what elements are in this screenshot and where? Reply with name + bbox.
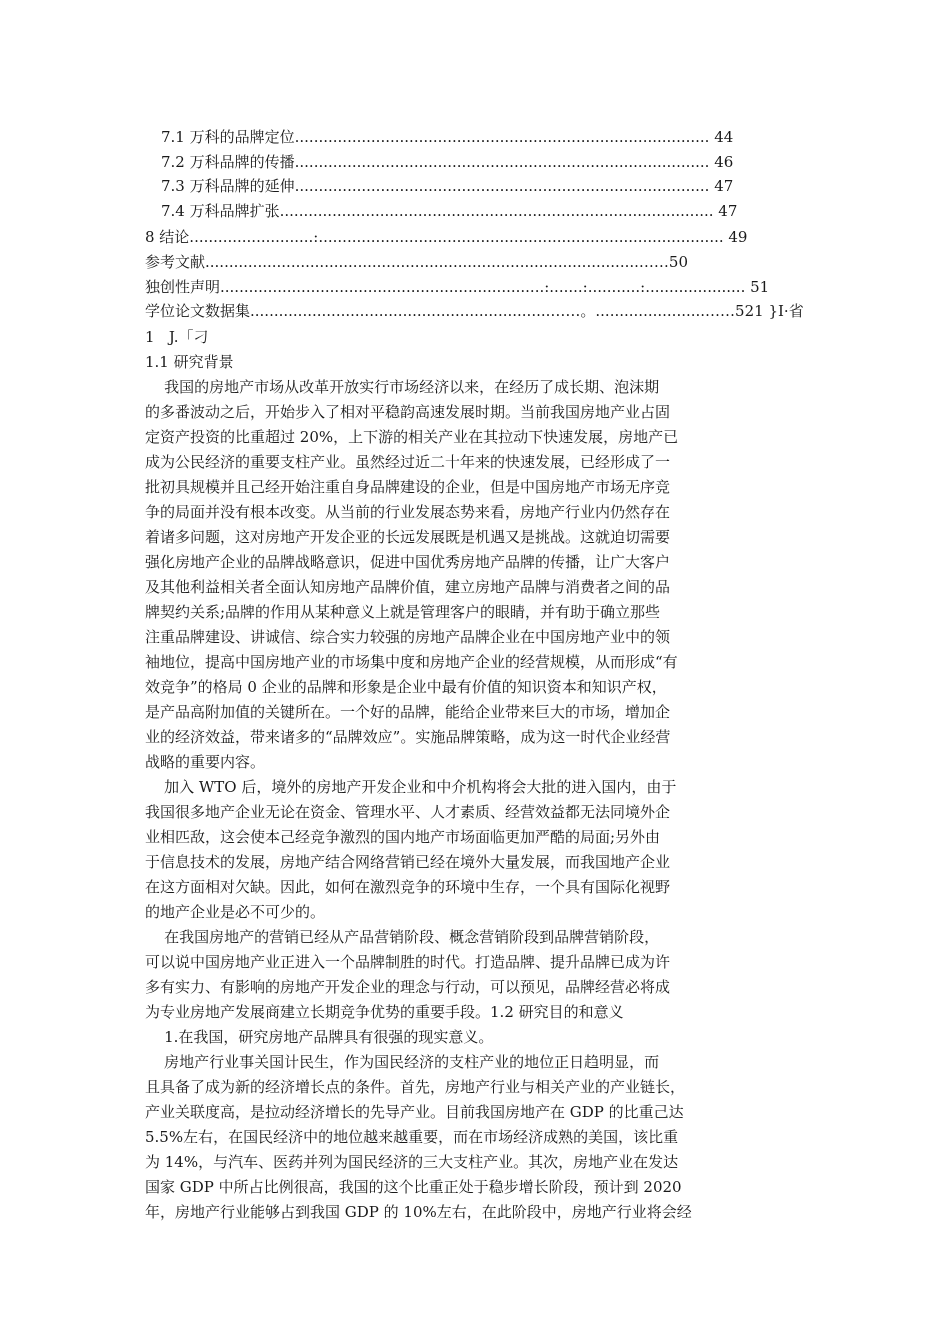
paragraph-line: 业的经济效益，带来诸多的“品牌效应”。实施品牌策略，成为这一时代企业经营 [145, 728, 671, 746]
paragraph-line: 且具备了成为新的经济增长点的条件。首先，房地产行业与相关产业的产业链长， [145, 1078, 686, 1096]
paragraph-line: 为 14%，与汽车、医药并列为国民经济的三大支柱产业。其次，房地产业在发达 [145, 1153, 679, 1171]
paragraph-line: 定资产投资的比重超过 20%，上下游的相关产业在其拉动下快速发展，房地产已 [145, 428, 679, 446]
paragraph-line: 的多番波动之后，开始步入了相对平稳韵高速发展时期。当前我国房地产业占固 [145, 403, 671, 421]
toc-item: 7.4 万科品牌扩张........................................................................................... 47 [161, 202, 738, 220]
paragraph-line: 袖地位，提高中国房地产业的市场集中度和房地产企业的经营规模，从而形成“有 [145, 653, 678, 671]
toc-item: 独创性声明....................................................................:.......:...........:..................... 51 [145, 278, 770, 296]
paragraph-line: 注重品牌建设、讲诚信、综合实力较强的房地产品牌企业在中国房地产业中的领 [145, 628, 671, 646]
paragraph-line: 在这方面相对欠缺。因此，如何在激烈竞争的环境中生存，一个具有国际化视野 [145, 878, 671, 896]
paragraph-line: 争的局面并没有根本改变。从当前的行业发展态势来看，房地产行业内仍然存在 [145, 503, 671, 521]
paragraph-line: 5.5%左右，在国民经济中的地位越来越重要，而在市场经济成熟的美国，该比重 [145, 1128, 679, 1146]
paragraph-line: 可以说中国房地产业正进入一个品牌制胜的时代。打造品牌、提升品牌已成为许 [145, 953, 671, 971]
paragraph-line: 及其他利益相关者全面认知房地产品牌价值，建立房地产品牌与消费者之间的品 [145, 578, 671, 596]
paragraph-line: 着诸多问题，这对房地产开发企亚的长远发展既是机遇又是挑战。这就迫切需要 [145, 528, 671, 546]
paragraph-line: 于信息技术的发展，房地产结合网络营销已经在境外大量发展，而我国地产企业 [145, 853, 671, 871]
toc-item: 7.3 万科品牌的延伸....................................................................................... 47 [161, 177, 734, 195]
paragraph-line: 的地产企业是必不可少的。 [145, 903, 326, 921]
toc-item: 8 结论..........................:..................................................................................... 49 [145, 228, 748, 246]
paragraph-line: 1.在我国，研究房地产品牌具有很强的现实意义。 [145, 1028, 494, 1046]
paragraph-line: 业相匹敌，这会使本己经竞争激烈的国内地产市场面临更加严酷的局面;另外由 [145, 828, 661, 846]
paragraph-line: 我国很多地产企业无论在资金、管理水平、人才素质、经营效益都无法同境外企 [145, 803, 671, 821]
chapter-heading: 1 J.「刁 [145, 328, 209, 346]
paragraph-line: 我国的房地产市场从改革开放实行市场经济以来，在经历了成长期、泡沫期 [145, 378, 660, 396]
paragraph-line: 年，房地产行业能够占到我国 GDP 的 10%左右，在此阶段中，房地产行业将会经 [145, 1203, 692, 1221]
paragraph-line: 多有实力、有影响的房地产开发企业的理念与行动，可以预见，品牌经营必将成 [145, 978, 671, 996]
section-heading: 1.1 研究背景 [145, 353, 234, 371]
toc-item: 参考文献...........................................................................................……50 [145, 253, 688, 271]
paragraph-line: 强化房地产企业的品牌战略意识，促进中国优秀房地产品牌的传播，让广大客户 [145, 553, 671, 571]
paragraph-line: 批初具规模并且己经开始注重自身品牌建设的企业，但是中国房地产市场无序竞 [145, 478, 671, 496]
paragraph-line: 是产品高附加值的关键所在。一个好的品牌，能给企业带来巨大的市场，增加企 [145, 703, 671, 721]
paragraph-line: 在我国房地产的营销已经从产品营销阶段、概念营销阶段到品牌营销阶段， [145, 928, 660, 946]
paragraph-line: 为专业房地产发展商建立长期竞争优势的重要手段。1.2 研究目的和意义 [145, 1003, 624, 1021]
toc-item: 7.2 万科品牌的传播....................................................................................... 46 [161, 153, 734, 171]
paragraph-line: 成为公民经济的重要支柱产业。虽然经过近二十年来的快速发展，已经形成了一 [145, 453, 671, 471]
paragraph-line: 战略的重要内容。 [145, 753, 266, 771]
toc-item: 学位论文数据集...............................................................……。.......................……521 }I·省 [145, 302, 804, 320]
paragraph-line: 产业关联度高，是拉动经济增长的先导产业。目前我国房地产在 GDP 的比重己达 [145, 1103, 684, 1121]
paragraph-line: 牌契约关系;品牌的作用从某种意义上就是管理客户的眼睛，并有助于确立那些 [145, 603, 661, 621]
paragraph-line: 房地产行业事关国计民生，作为国民经济的支柱产业的地位正日趋明显，而 [145, 1053, 660, 1071]
paragraph-line: 加入 WTO 后，境外的房地产开发企业和中介机构将会大批的进入国内，由于 [145, 778, 677, 796]
paragraph-line: 效竞争”的格局 0 企业的品牌和形象是企业中最有价值的知识资本和知识产权， [145, 678, 667, 696]
paragraph-line: 国家 GDP 中所占比例很高，我国的这个比重正处于稳步增长阶段，预计到 2020 [145, 1178, 682, 1196]
toc-item: 7.1 万科的品牌定位....................................................................................... 44 [161, 128, 734, 146]
